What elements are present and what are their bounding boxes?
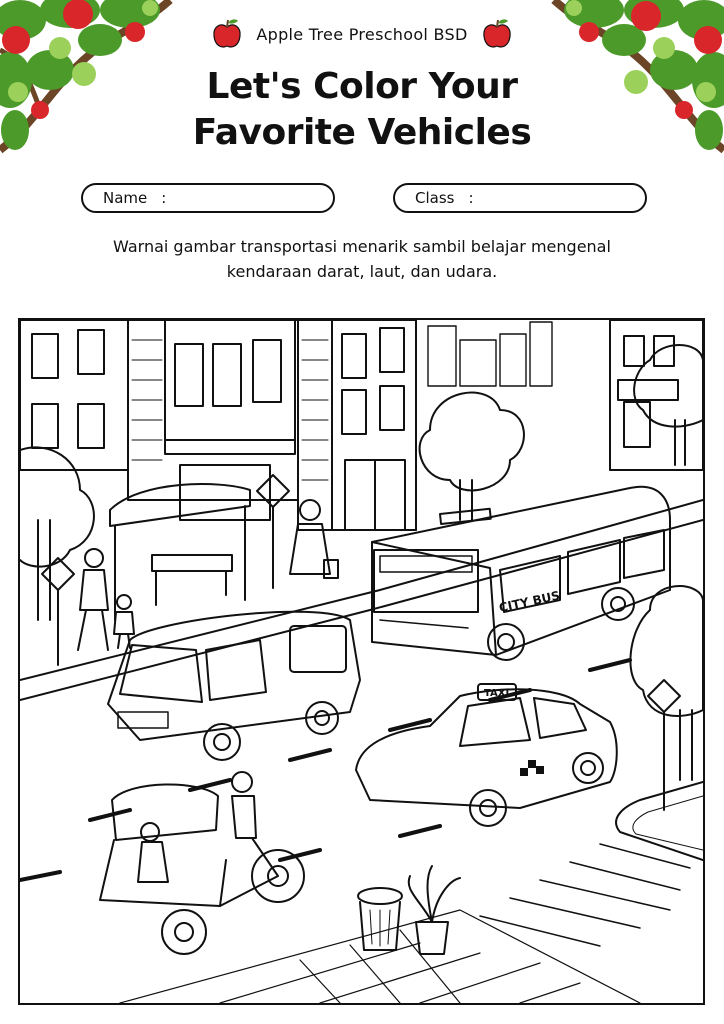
school-name: Apple Tree Preschool BSD	[256, 24, 468, 44]
instruction-text	[60, 234, 664, 284]
class-field[interactable]	[393, 183, 647, 213]
sidewalk-edge	[20, 500, 703, 680]
instruction-line-2: kendaraan darat, laut, dan udara.	[226, 262, 498, 281]
tree-center	[420, 393, 524, 520]
street-sign-left	[42, 558, 74, 665]
trash-bin	[358, 888, 402, 950]
taxi-label: TAXI	[484, 688, 510, 699]
name-colon: :	[161, 189, 167, 207]
school-header	[0, 18, 724, 50]
title-line-2: Favorite Vehicles	[192, 112, 532, 153]
name-label: Name	[103, 189, 148, 207]
class-colon: :	[468, 189, 474, 207]
name-field[interactable]	[81, 183, 335, 213]
city-skyline	[428, 322, 552, 386]
parent-and-child	[78, 549, 134, 650]
apple-icon	[482, 18, 512, 50]
building-far-right	[610, 320, 703, 470]
instruction-line-1: Warnai gambar transportasi menarik sambil belajar mengenal	[113, 237, 611, 256]
page-title	[0, 64, 724, 156]
pedicab	[100, 772, 304, 954]
crosswalk	[480, 844, 690, 946]
road-markings	[90, 660, 630, 820]
coloring-illustration	[18, 318, 705, 1005]
apple-icon	[212, 18, 242, 50]
building-right-center	[298, 320, 416, 530]
potted-plant	[409, 866, 460, 954]
curb-right	[616, 782, 703, 860]
taxi	[356, 684, 617, 826]
class-label: Class	[415, 189, 455, 207]
street-sign-center	[257, 475, 289, 588]
tree-left	[20, 447, 94, 620]
minivan	[108, 612, 360, 760]
title-line-1: Let's Color Your	[206, 66, 518, 107]
bus-label: CITY BUS	[497, 588, 562, 615]
